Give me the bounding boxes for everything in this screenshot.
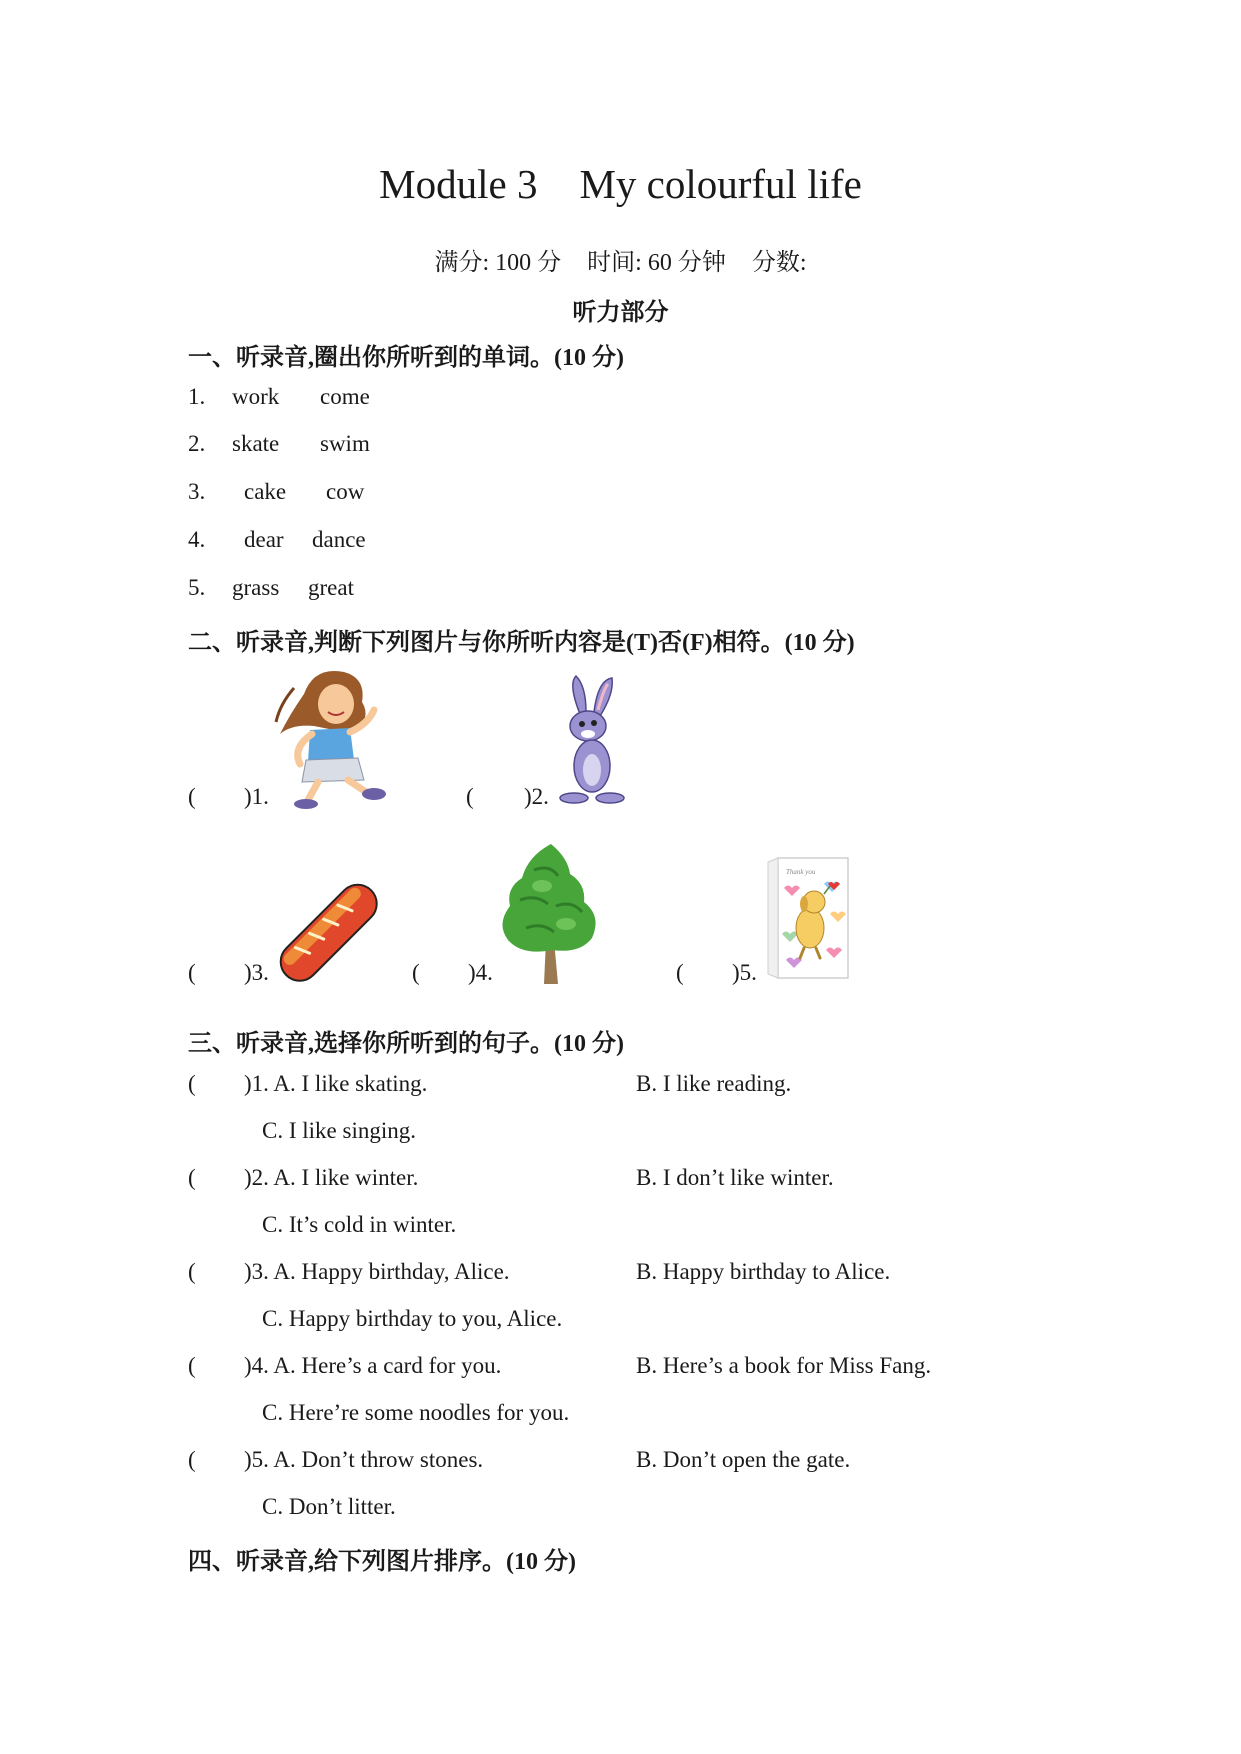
option-b[interactable]: B. Don’t open the gate. — [636, 1447, 851, 1472]
item-number: 4. — [188, 527, 206, 552]
tree-icon — [496, 840, 606, 986]
option-c[interactable]: C. I like singing. — [262, 1118, 416, 1143]
answer-bracket[interactable]: ( — [188, 960, 196, 985]
item-number: 2. — [188, 431, 206, 456]
list-item — [188, 479, 364, 505]
listening-heading: 听力部分 — [572, 300, 669, 326]
choice-a — [244, 1259, 510, 1285]
word-option[interactable]: skate — [232, 431, 280, 456]
page-title — [0, 160, 1241, 208]
word-option[interactable]: great — [308, 575, 354, 600]
answer-bracket[interactable]: ( — [466, 784, 474, 809]
word-option[interactable]: dear — [244, 527, 284, 552]
option-a[interactable]: A. I like winter. — [273, 1165, 419, 1190]
question-number: )1. — [244, 784, 269, 809]
question-number: )3. — [244, 1259, 269, 1284]
list-item — [188, 527, 366, 553]
choice-a — [244, 1353, 501, 1379]
question-number: )2. — [524, 784, 549, 809]
option-a[interactable]: A. I like skating. — [273, 1071, 428, 1096]
answer-bracket[interactable]: ( — [188, 1259, 196, 1284]
dancing-girl-icon — [274, 664, 404, 810]
question-number: )4. — [468, 960, 493, 985]
option-b[interactable]: B. Here’s a book for Miss Fang. — [636, 1353, 932, 1378]
card-text: Thank you — [786, 868, 816, 876]
module-topic: My colourful life — [579, 161, 862, 207]
item-number: 3. — [188, 479, 206, 504]
item-number: 1. — [188, 384, 206, 409]
choice-a — [244, 1071, 427, 1097]
option-c[interactable]: C. Happy birthday to you, Alice. — [262, 1306, 563, 1331]
option-b[interactable]: B. I like reading. — [636, 1071, 792, 1096]
question-number: )4. — [244, 1353, 269, 1378]
word-option[interactable]: work — [232, 384, 280, 409]
option-c[interactable]: C. It’s cold in winter. — [262, 1212, 457, 1237]
choice-a — [244, 1447, 483, 1473]
answer-bracket[interactable]: ( — [188, 784, 196, 809]
option-c[interactable]: C. Don’t litter. — [262, 1494, 396, 1519]
option-b[interactable]: B. Happy birthday to Alice. — [636, 1259, 891, 1284]
word-option[interactable]: dance — [312, 527, 366, 552]
answer-bracket[interactable]: ( — [188, 1165, 196, 1190]
option-c[interactable]: C. Here’re some noodles for you. — [262, 1400, 570, 1425]
section1-heading: 一、听录音,圈出你所听到的单词。(10 分) — [188, 345, 624, 371]
full-score: 满分: 100 分 — [434, 250, 562, 276]
option-a[interactable]: A. Happy birthday, Alice. — [273, 1259, 510, 1284]
rabbit-icon — [554, 674, 626, 806]
section3-heading: 三、听录音,选择你所听到的句子。(10 分) — [188, 1031, 624, 1057]
section4-heading: 四、听录音,给下列图片排序。(10 分) — [188, 1549, 576, 1575]
module-number: Module 3 — [379, 161, 538, 207]
question-number: )5. — [244, 1447, 269, 1472]
answer-bracket[interactable]: ( — [412, 960, 420, 985]
question-number: )5. — [732, 960, 757, 985]
word-option[interactable]: cow — [326, 479, 365, 504]
bread-icon — [274, 878, 382, 986]
question-number: )3. — [244, 960, 269, 985]
question-number: )2. — [244, 1165, 269, 1190]
greeting-card-icon — [764, 854, 854, 982]
list-item — [188, 384, 370, 410]
option-a[interactable]: A. Here’s a card for you. — [273, 1353, 502, 1378]
list-item — [188, 431, 370, 457]
answer-bracket[interactable]: ( — [676, 960, 684, 985]
choice-a — [244, 1165, 418, 1191]
section2-heading: 二、听录音,判断下列图片与你所听内容是(T)否(F)相符。(10 分) — [188, 630, 855, 656]
word-option[interactable]: cake — [244, 479, 287, 504]
option-b[interactable]: B. I don’t like winter. — [636, 1165, 834, 1190]
answer-bracket[interactable]: ( — [188, 1071, 196, 1096]
word-option[interactable]: grass — [232, 575, 280, 600]
word-option[interactable]: come — [320, 384, 370, 409]
answer-bracket[interactable]: ( — [188, 1447, 196, 1472]
time-limit: 时间: 60 分钟 — [587, 250, 726, 276]
question-number: )1. — [244, 1071, 269, 1096]
list-item — [188, 575, 354, 601]
answer-bracket[interactable]: ( — [188, 1353, 196, 1378]
option-a[interactable]: A. Don’t throw stones. — [273, 1447, 484, 1472]
exam-meta — [0, 242, 1241, 277]
item-number: 5. — [188, 575, 206, 600]
score-field: 分数: — [751, 250, 807, 276]
word-option[interactable]: swim — [320, 431, 370, 456]
